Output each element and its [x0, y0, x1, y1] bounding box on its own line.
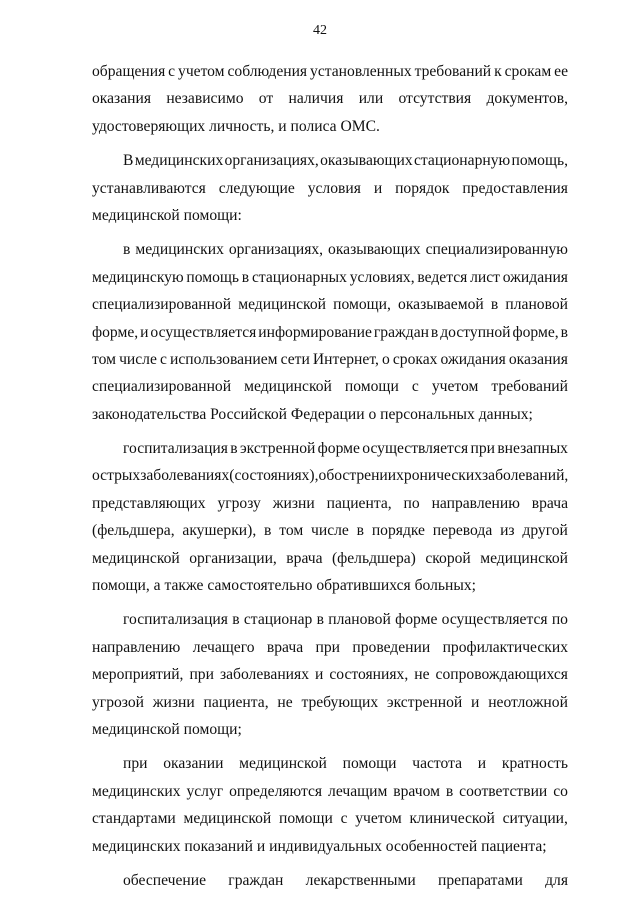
word: установленных [310, 63, 412, 80]
word: учетом [431, 378, 479, 396]
word: числе [119, 350, 157, 368]
word: и [373, 179, 383, 197]
word: плановой [505, 296, 568, 314]
word: специализированной [92, 378, 232, 396]
word: срокам [504, 63, 552, 80]
word: том [92, 350, 116, 368]
text-line [92, 147, 568, 174]
text-line [92, 805, 568, 832]
word: и [471, 693, 480, 711]
word: медицинской [92, 549, 180, 567]
word: при [123, 755, 148, 773]
text-line [92, 634, 568, 661]
word: перевода [432, 522, 493, 540]
paragraph-gap [92, 140, 568, 147]
word: помощь, [511, 152, 568, 170]
word: и [315, 666, 324, 684]
word: по [551, 611, 568, 629]
word: использованием [170, 350, 278, 368]
word: оказания [508, 350, 568, 368]
word: состояниях, [329, 666, 409, 684]
word: (фельдшера, [92, 522, 175, 540]
paragraph [92, 750, 568, 860]
word: В [123, 152, 134, 170]
word: лист [470, 268, 500, 286]
text-line [92, 58, 568, 85]
word: стационарную [413, 152, 511, 170]
word: при [315, 638, 340, 656]
word: жизни [272, 494, 315, 512]
word: определяются [229, 782, 323, 800]
word: требующих [301, 693, 379, 711]
word: другой [522, 522, 568, 540]
word: клинической [409, 810, 495, 828]
word: организации, [189, 549, 277, 567]
word: оказывающих [320, 152, 413, 170]
word: обеспечение [123, 871, 207, 889]
word: граждан [373, 323, 429, 341]
word: лечащего [192, 638, 255, 656]
word: стационарных [251, 268, 347, 286]
text-line [92, 689, 568, 716]
word: доступной [440, 323, 511, 341]
paragraph [92, 58, 568, 140]
word: врачом [393, 782, 440, 800]
text-line: удостоверяющих личность, и полиса ОМС. [92, 117, 380, 135]
word: требований [414, 63, 492, 80]
word: медицинской [238, 296, 326, 314]
word: врача [266, 638, 304, 656]
word: устанавливаются [92, 179, 206, 197]
word: (фельдшера) [331, 549, 416, 567]
text-line [92, 606, 568, 633]
word: мероприятий, [92, 666, 184, 684]
word: лечащим [328, 782, 388, 800]
word: экстренной [386, 693, 463, 711]
word: госпитализация [123, 611, 228, 629]
word: сопровождающихся [435, 666, 568, 684]
text-line: помощи, а также самостоятельно обратившихся больных; [92, 577, 476, 595]
word: осуществляется [441, 611, 548, 629]
word: заболеваний, [482, 467, 569, 485]
word: учетом [178, 63, 225, 80]
text-line [92, 462, 568, 489]
word: медицинской [244, 378, 332, 396]
word: госпитализация [123, 440, 228, 458]
paragraph-gap [92, 428, 568, 435]
word: к [494, 63, 502, 80]
word: условиях, [349, 268, 415, 286]
word: частота [412, 755, 463, 773]
word: пациента, [203, 693, 269, 711]
word: медицинской [239, 755, 327, 773]
word: для [545, 871, 568, 889]
word: угрозу [217, 494, 261, 512]
word: специализированную [425, 241, 568, 259]
paragraph [92, 867, 568, 894]
word: помощи [344, 378, 399, 396]
word: при [470, 440, 495, 458]
word: экстренной [239, 440, 316, 458]
word: угрозой [92, 693, 144, 711]
word: следующие [218, 179, 295, 197]
word: соответствии [459, 782, 548, 800]
word: соблюдения [227, 63, 308, 80]
word: плановой [328, 611, 391, 629]
text-line [92, 750, 568, 777]
word: профилактических [442, 638, 568, 656]
word: проведении [352, 638, 431, 656]
word: с [159, 350, 167, 368]
word: не [277, 693, 293, 711]
word: ожидания [440, 350, 506, 368]
word: ожидания [502, 268, 568, 286]
word: медицинских [92, 782, 181, 800]
word: граждан [228, 871, 284, 889]
word: форме, [92, 323, 139, 341]
text-line [92, 545, 568, 572]
word: по [403, 494, 420, 512]
word: в [430, 323, 439, 341]
word: форме, [512, 323, 559, 341]
word: направлению [92, 638, 181, 656]
word: сети [280, 350, 310, 368]
word: помощи [278, 810, 333, 828]
paragraph [92, 606, 568, 743]
word: в [560, 323, 568, 341]
word: при [189, 666, 214, 684]
word: со [553, 782, 568, 800]
word: помощь [186, 268, 240, 286]
word: стандартами [92, 810, 176, 828]
word: врача [531, 494, 568, 512]
paragraph-gap [92, 229, 568, 236]
word: независимо [166, 90, 244, 108]
paragraph [92, 435, 568, 599]
word: (состояниях), [229, 467, 319, 485]
word: внезапных [497, 440, 568, 458]
word: обращения [92, 63, 166, 80]
word: из [500, 522, 515, 540]
paragraph-gap [92, 860, 568, 867]
word: ситуации, [502, 810, 568, 828]
text-line [92, 778, 568, 805]
word: скорой [425, 549, 471, 567]
word: предоставления [462, 179, 568, 197]
page-number: 42 [313, 23, 327, 38]
text-line [92, 319, 568, 346]
word: осуществляется [362, 440, 469, 458]
text-line [92, 435, 568, 462]
text-line [92, 517, 568, 544]
word: и [477, 755, 487, 773]
word: том [279, 522, 304, 540]
text-line [92, 264, 568, 291]
word: ее [554, 63, 568, 80]
word: и [140, 323, 149, 341]
text-line [92, 867, 568, 894]
word: осуществляется [150, 323, 257, 341]
word: хронических [396, 467, 482, 485]
word: оказании [163, 755, 224, 773]
text-line: медицинской помощи: [92, 206, 242, 224]
text-line [92, 236, 568, 263]
word: Интернет, [312, 350, 379, 368]
text-line: медицинских показаний и индивидуальных особенностей пациента; [92, 837, 547, 855]
paragraph-gap [92, 743, 568, 750]
word: порядок [395, 179, 450, 197]
word: заболеваниях [219, 666, 310, 684]
word: пациента, [326, 494, 392, 512]
word: с [340, 810, 348, 828]
word: медицинской [480, 549, 568, 567]
word: помощи [342, 755, 397, 773]
word: представляющих [92, 494, 206, 512]
word: отсутствия [398, 90, 472, 108]
text-line [92, 490, 568, 517]
word: в [232, 611, 240, 629]
word: форме [317, 440, 360, 458]
word: лекарственными [305, 871, 416, 889]
word: организациях, [224, 152, 319, 170]
word: с [168, 63, 176, 80]
word: от [258, 90, 274, 108]
word: сроках [392, 350, 438, 368]
word: числе [311, 522, 349, 540]
word: обострении [318, 467, 397, 485]
word: в [445, 782, 454, 800]
word: о [381, 350, 390, 368]
word: кратность [501, 755, 568, 773]
word: условия [307, 179, 361, 197]
word: направлению [431, 494, 520, 512]
word: в [490, 296, 499, 314]
word: в [316, 611, 324, 629]
word: стационар [243, 611, 313, 629]
word: информирование [258, 323, 372, 341]
paragraph [92, 147, 568, 229]
text-line [92, 175, 568, 202]
document-body [92, 58, 568, 894]
word: препаратами [438, 871, 523, 889]
word: учетом [355, 810, 402, 828]
word: услуг [186, 782, 224, 800]
text-line [92, 373, 568, 400]
word: неотложной [488, 693, 568, 711]
word: порядке [371, 522, 425, 540]
word: острых [92, 467, 141, 485]
word: документов, [486, 90, 568, 108]
text-line [92, 85, 568, 112]
text-line [92, 291, 568, 318]
word: организациях, [228, 241, 324, 259]
word: оказывающих [328, 241, 421, 259]
text-line: медицинской помощи; [92, 720, 242, 738]
word: врача [286, 549, 323, 567]
word: требований [491, 378, 568, 396]
text-line [92, 661, 568, 688]
word: медицинских [135, 241, 224, 259]
word: наличия [288, 90, 344, 108]
word: специализированной [92, 296, 232, 314]
word: с [411, 378, 419, 396]
text-line: законодательства Российской Федерации о персональных данных; [92, 405, 533, 423]
word: оказания [92, 90, 152, 108]
word: заболеваниях [140, 467, 230, 485]
word: не [414, 666, 430, 684]
paragraph-gap [92, 599, 568, 606]
word: в [264, 522, 272, 540]
word: в [123, 241, 131, 259]
word: медицинских [134, 152, 224, 170]
word: оказываемой [398, 296, 484, 314]
word: медицинскую [92, 268, 184, 286]
word: жизни [152, 693, 195, 711]
text-line [92, 346, 568, 373]
word: форме [395, 611, 438, 629]
word: ведется [417, 268, 468, 286]
word: медицинской [183, 810, 272, 828]
word: в [230, 440, 238, 458]
word: в [356, 522, 365, 540]
word: акушерки), [182, 522, 257, 540]
paragraph [92, 236, 568, 428]
word: в [241, 268, 250, 286]
word: или [358, 90, 384, 108]
word: помощи, [333, 296, 391, 314]
